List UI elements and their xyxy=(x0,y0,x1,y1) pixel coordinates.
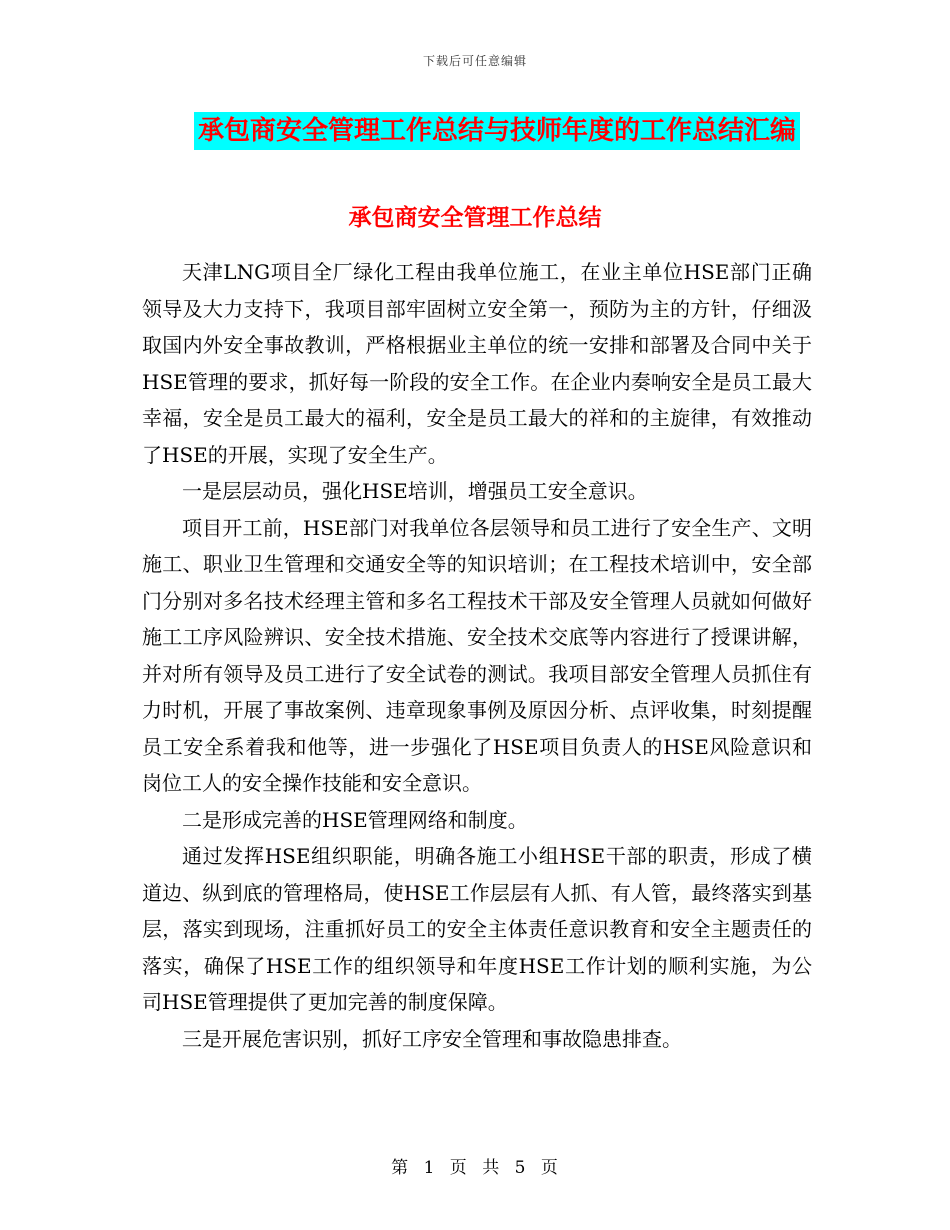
document-body xyxy=(142,218,812,1057)
footer-label-page: 第 xyxy=(391,1158,410,1178)
document-title-text: 承包商安全管理工作总结与技师年度的工作总结汇编 xyxy=(194,112,800,150)
footer-total-pages: 5 xyxy=(514,1158,527,1178)
section-title: 承包商安全管理工作总结 xyxy=(348,204,602,231)
document-title xyxy=(0,112,950,150)
footer-current-page: 1 xyxy=(423,1158,436,1178)
footer-label-page-unit: 页 xyxy=(449,1158,468,1178)
paragraph-intro: 天津LNG项目全厂绿化工程由我单位施工，在业主单位HSE部门正确领导及大力支持下，我项目部牢固树立安全第一，预防为主的方针，仔细汲取国内外安全事故教训，严格根据业主单位的统一安排和部署及合同中关于HSE管理的要求，抓好每一阶段的安全工作。在企业内奏响安全是员工最大幸福，安全是员工最大的福利，安全是员工最大的祥和的主旋律，有效推动了HSE的开展，实现了安全生产。 xyxy=(142,260,812,467)
paragraph-network: 通过发挥HSE组织职能，明确各施工小组HSE干部的职责，形成了横道边、纵到底的管理格局，使HSE工作层层有人抓、有人管，最终落实到基层，落实到现场，注重抓好员工的安全主体责任意识教育和安全主题责任的落实，确保了HSE工作的组织领导和年度HSE工作计划的顺利实施，为公司HSE管理提供了更加完善的制度保障。 xyxy=(142,844,812,1014)
page-footer xyxy=(0,1153,950,1178)
paragraph-point-one: 一是层层动员，强化HSE培训，增强员工安全意识。 xyxy=(182,479,648,503)
footer-label-total-unit: 页 xyxy=(540,1158,559,1178)
page-header-note: 下载后可任意编辑 xyxy=(422,54,527,68)
paragraph-point-three: 三是开展危害识别，抓好工序安全管理和事故隐患排查。 xyxy=(182,1026,682,1051)
footer-label-total: 共 xyxy=(482,1158,501,1178)
paragraph-training: 项目开工前，HSE部门对我单位各层领导和员工进行了安全生产、文明施工、职业卫生管理和交通安全等的知识培训；在工程技术培训中，安全部门分别对多名技术经理主管和多名工程技术干部及安全管理人员就如何做好施工工序风险辨识、安全技术措施、安全技术交底等内容进行了授课讲解，并对所有领导及员工进行了安全试卷的测试。我项目部安全管理人员抓住有力时机，开展了事故案例、违章现象事例及原因分析、点评收集，时刻提醒员工安全系着我和他等，进一步强化了HSE项目负责人的HSE风险意识和岗位工人的安全操作技能和安全意识。 xyxy=(142,515,812,795)
paragraph-point-two: 二是形成完善的HSE管理网络和制度。 xyxy=(182,807,528,832)
